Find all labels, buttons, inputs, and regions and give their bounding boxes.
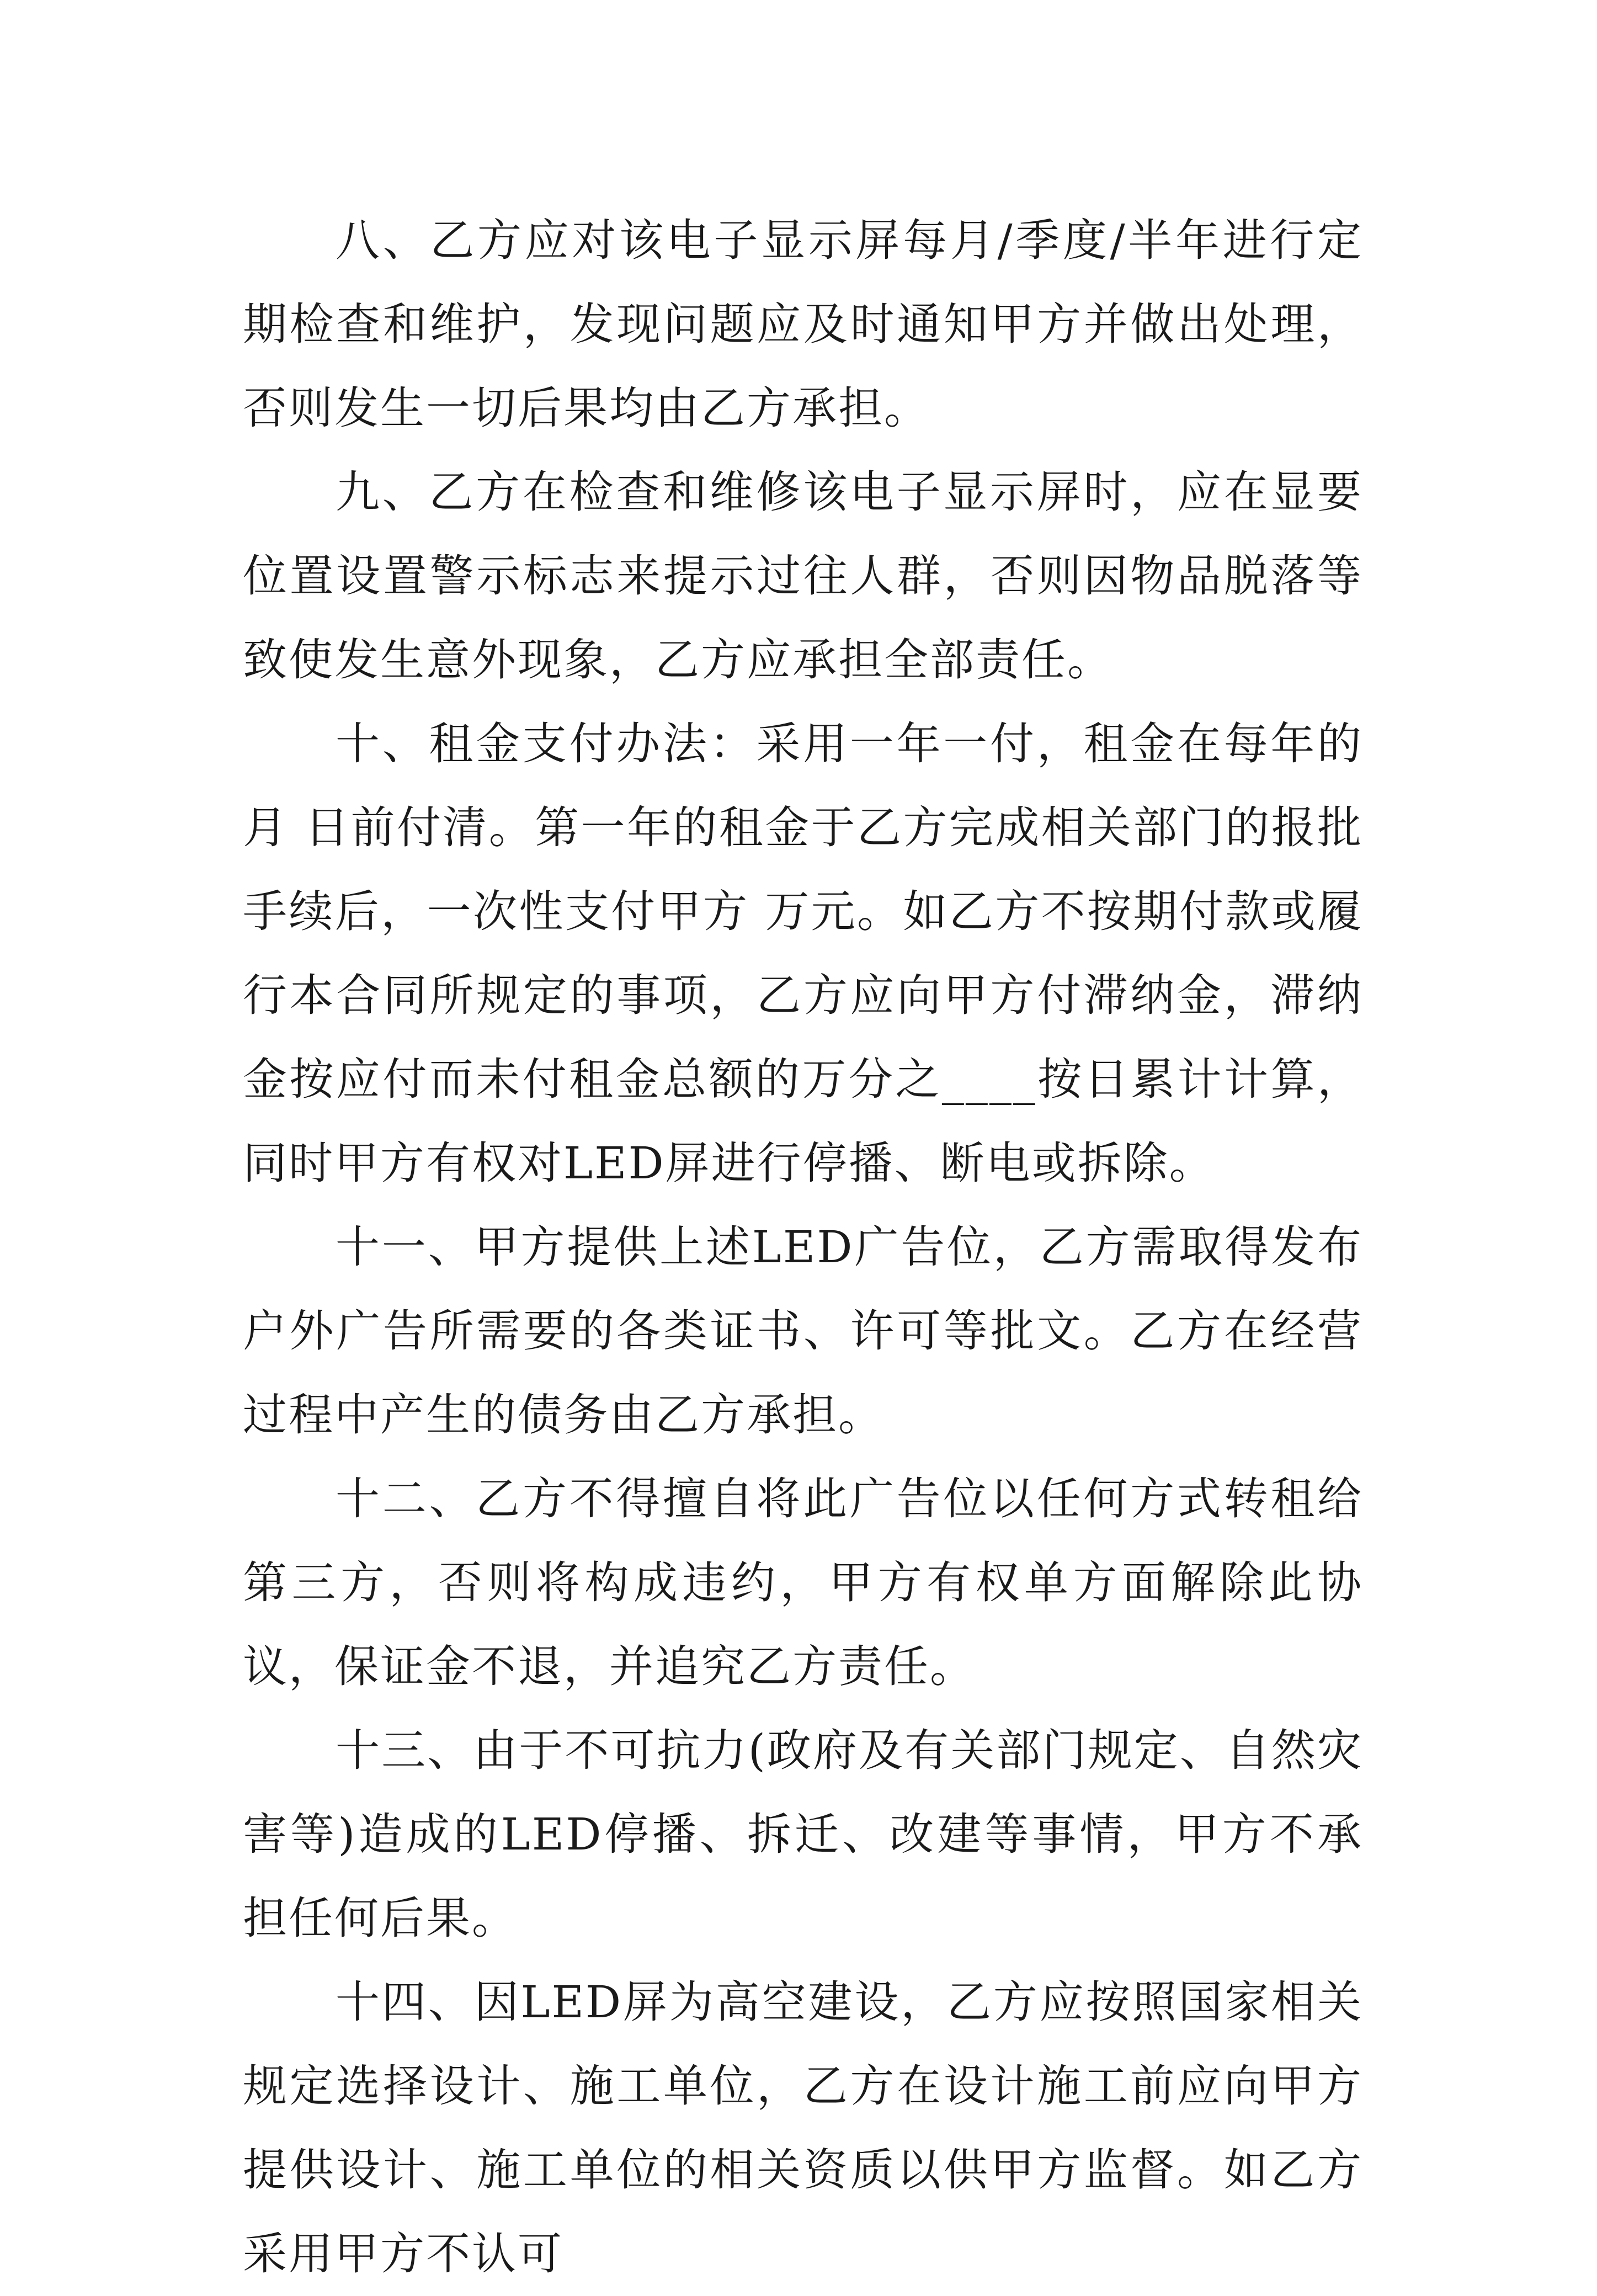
clause-8: 八、乙方应对该电子显示屏每月/季度/半年进行定期检查和维护，发现问题应及时通知甲方并做出处理，否则发生一切后果均由乙方承担。 bbox=[243, 215, 1363, 434]
clause-13: 十三、由于不可抗力(政府及有关部门规定、自然灾害等)造成的LED停播、拆迁、改建等事情，甲方不承担任何后果。 bbox=[243, 1725, 1363, 1944]
clause-10: 十、租金支付办法：采用一年一付，租金在每年的 月 日前付清。第一年的租金于乙方完成相关部门的报批手续后，一次性支付甲方 万元。如乙方不按期付款或履行本合同所规定的事项，乙方应向甲方付滞纳金，滞纳金按应付而未付租金总额的万分之____按日累计计算，同时甲方有权对LED屏进行停播、断电或拆除。 bbox=[243, 718, 1363, 1189]
clause-12: 十二、乙方不得擅自将此广告位以任何方式转租给第三方，否则将构成违约，甲方有权单方面解除此协议，保证金不退，并追究乙方责任。 bbox=[243, 1473, 1363, 1692]
clause-11: 十一、甲方提供上述LED广告位，乙方需取得发布户外广告所需要的各类证书、许可等批文。乙方在经营过程中产生的债务由乙方承担。 bbox=[243, 1221, 1363, 1441]
document-body bbox=[243, 199, 1363, 2296]
clause-9: 九、乙方在检查和维修该电子显示屏时，应在显要位置设置警示标志来提示过往人群，否则因物品脱落等致使发生意外现象，乙方应承担全部责任。 bbox=[243, 466, 1363, 685]
clause-14: 十四、因LED屏为高空建设，乙方应按照国家相关规定选择设计、施工单位，乙方在设计施工前应向甲方提供设计、施工单位的相关资质以供甲方监督。如乙方采用甲方不认可 bbox=[243, 1976, 1363, 2279]
